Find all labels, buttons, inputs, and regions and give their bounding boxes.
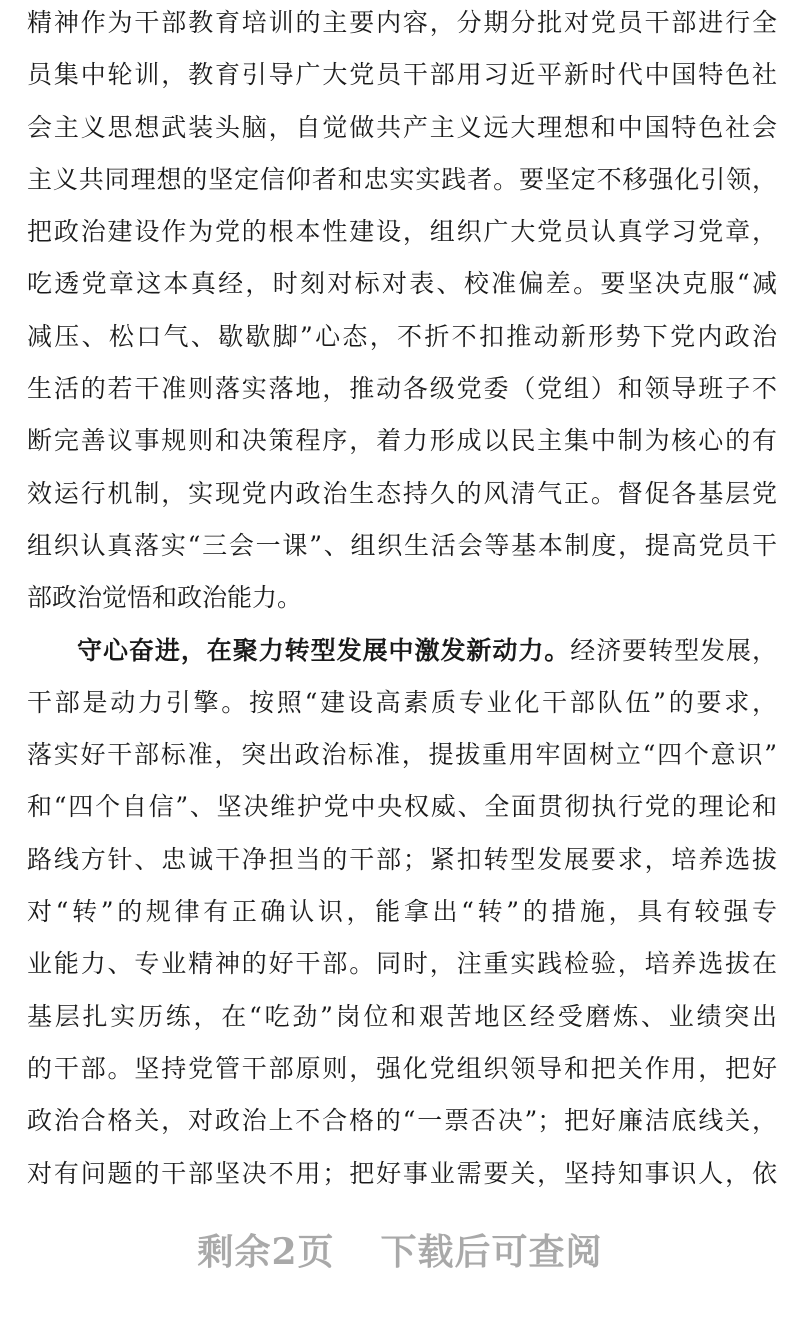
text-line: 政治合格关，对政治上不合格的“一票否决”；把好廉洁底线关，: [27, 1106, 777, 1136]
text-line: 的干部。坚持党管干部原则，强化党组织领导和把关作用，把好: [27, 1053, 777, 1083]
text-line: 和“四个自信”、坚决维护党中央权威、全面贯彻执行党的理论和: [27, 792, 777, 822]
text-line: 断完善议事规则和决策程序，着力形成以民主集中制为核心的有: [27, 426, 777, 456]
remaining-pages-label: 剩余2页: [197, 1231, 335, 1273]
text-line: 生活的若干准则落实落地，推动各级党委（党组）和领导班子不: [27, 374, 777, 404]
text-line: 减压、松口气、歇歇脚”心态，不折不扣推动新形势下党内政治: [27, 321, 777, 351]
text-line: 把政治建设作为党的根本性建设，组织广大党员认真学习党章，: [27, 217, 777, 247]
text-line: 基层扎实历练，在“吃劲”岗位和艰苦地区经受磨炼、业绩突出: [27, 1001, 777, 1031]
text-line: 吃透党章这本真经，时刻对标对表、校准偏差。要坚决克服“减: [27, 269, 777, 299]
text-line: 员集中轮训，教育引导广大党员干部用习近平新时代中国特色社: [27, 60, 777, 90]
text-line: 业能力、专业精神的好干部。同时，注重实践检验，培养选拔在: [27, 949, 777, 979]
document-body: [27, 0, 777, 1200]
download-to-read-banner[interactable]: [0, 1222, 800, 1282]
text-line: 部政治觉悟和政治能力。: [27, 583, 303, 613]
text-line: 组织认真落实“三会一课”、组织生活会等基本制度，提高党员干: [27, 530, 777, 560]
paragraph-first-line: [27, 625, 777, 677]
text-line: 落实好干部标准，突出政治标准，提拔重用牢固树立“四个意识”: [27, 740, 777, 770]
download-hint-label: 下载后可查阅: [380, 1231, 603, 1273]
text-line: 对有问题的干部坚决不用；把好事业需要关，坚持知事识人，依: [27, 1158, 777, 1188]
text-line: 对“转”的规律有正确认识，能拿出“转”的措施，具有较强专: [27, 897, 777, 927]
paragraph-heading: 守心奋进，在聚力转型发展中激发新动力。: [77, 635, 571, 665]
text-line: 会主义思想武装头脑，自觉做共产主义远大理想和中国特色社会: [27, 112, 777, 142]
text-line: 精神作为干部教育培训的主要内容，分期分批对党员干部进行全: [27, 8, 777, 37]
text-line: 效运行机制，实现党内政治生态持久的风清气正。督促各基层党: [27, 478, 777, 508]
text-line: 干部是动力引擎。按照“建设高素质专业化干部队伍”的要求，: [27, 687, 777, 717]
text-line: 主义共同理想的坚定信仰者和忠实实践者。要坚定不移强化引领，: [27, 164, 777, 194]
paragraph-text: 经济要转型发展，: [570, 635, 777, 665]
text-line: 路线方针、忠诚干净担当的干部；紧扣转型发展要求，培养选拔: [27, 844, 777, 874]
